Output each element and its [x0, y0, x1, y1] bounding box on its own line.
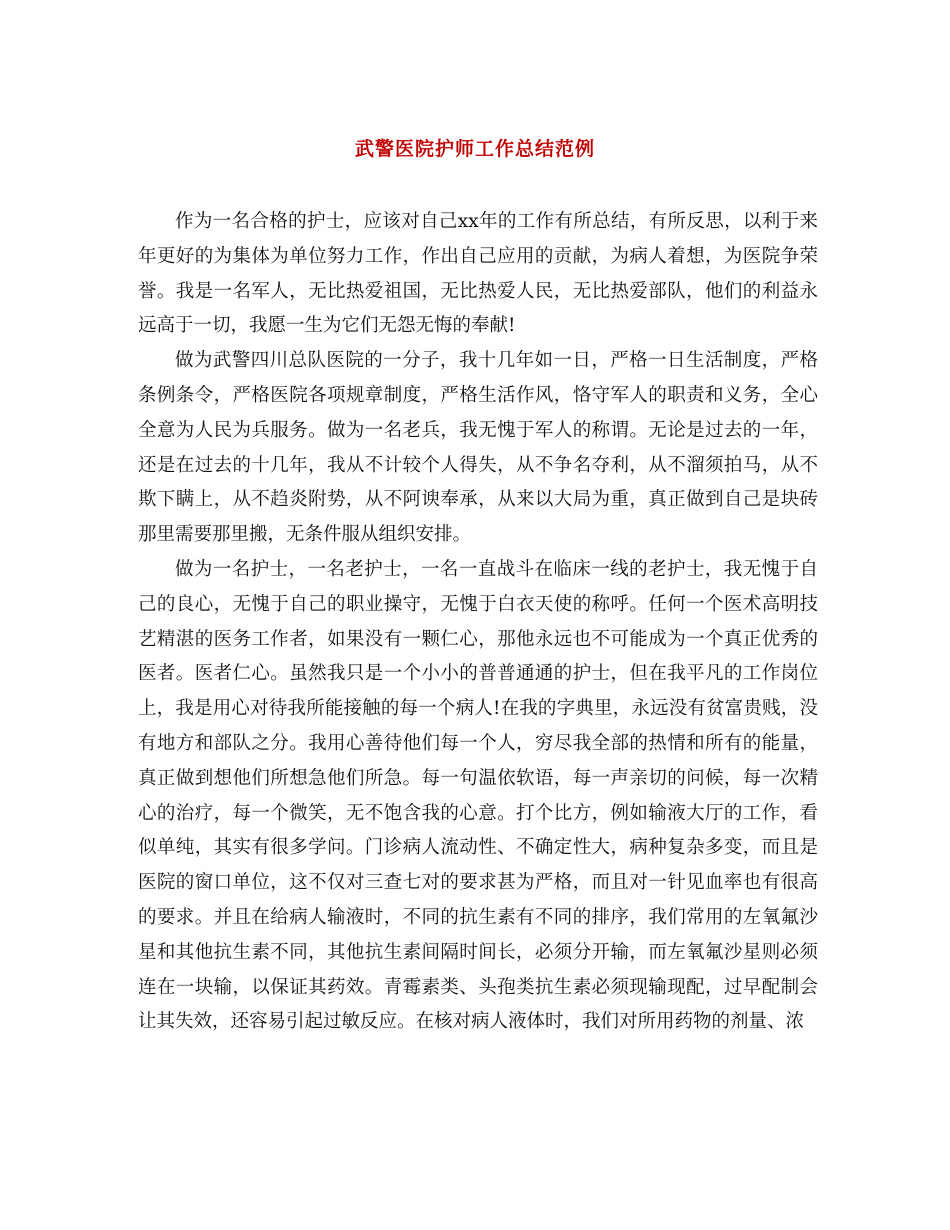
paragraph-2: 做为武警四川总队医院的一分子，我十几年如一日，严格一日生活制度，严格条例条令，严格医院各项规章制度，严格生活作风，恪守军人的职责和义务，全心全意为人民为兵服务。做为一名老兵，我无愧于军人的称谓。无论是过去的一年，还是在过去的十几年，我从不计较个人得失，从不争名夺利，从不溜须拍马，从不欺下瞒上，从不趋炎附势，从不阿谀奉承，从来以大局为重，真正做到自己是块砖那里需要那里搬，无条件服从组织安排。 — [138, 350, 818, 546]
document-body — [138, 205, 818, 1040]
document-title: 武警医院护师工作总结范例 — [354, 138, 595, 160]
paragraph-3: 做为一名护士，一名老护士，一名一直战斗在临床一线的老护士，我无愧于自己的良心，无愧于自己的职业操守，无愧于白衣天使的称呼。任何一个医术高明技艺精湛的医务工作者，如果没有一颗仁心，那他永远也不可能成为一个真正优秀的医者。医者仁心。虽然我只是一个小小的普普通通的护士，但在我平凡的工作岗位上，我是用心对待我所能接触的每一个病人!在我的字典里，永远没有贫富贵贱，没有地方和部队之分。我用心善待他们每一个人，穷尽我全部的热情和所有的能量，真正做到想他们所想急他们所急。每一句温依软语，每一声亲切的问候，每一次精心的治疗，每一个微笑，无不饱含我的心意。打个比方，例如输液大厅的工作，看似单纯，其实有很多学问。门诊病人流动性、不确定性大，病种复杂多变，而且是医院的窗口单位，这不仅对三查七对的要求甚为严格，而且对一针见血率也有很高的要求。并且在给病人输液时，不同的抗生素有不同的排序，我们常用的左氧氟沙星和其他抗生素不同，其他抗生素间隔时间长，必须分开输，而左氧氟沙星则必须连在一块输，以保证其药效。青霉素类、头孢类抗生素必须现输现配，过早配制会让其失效，还容易引起过敏反应。在核对病人液体时，我们对所用药物的剂量、浓 — [138, 558, 818, 1033]
paragraph-1: 作为一名合格的护士，应该对自己xx年的工作有所总结，有所反思，以利于来年更好的为集体为单位努力工作，作出自己应用的贡献，为病人着想，为医院争荣誉。我是一名军人，无比热爱祖国，无比热爱人民，无比热爱部队，他们的利益永远高于一切，我愿一生为它们无怨无悔的奉献! — [138, 211, 818, 337]
